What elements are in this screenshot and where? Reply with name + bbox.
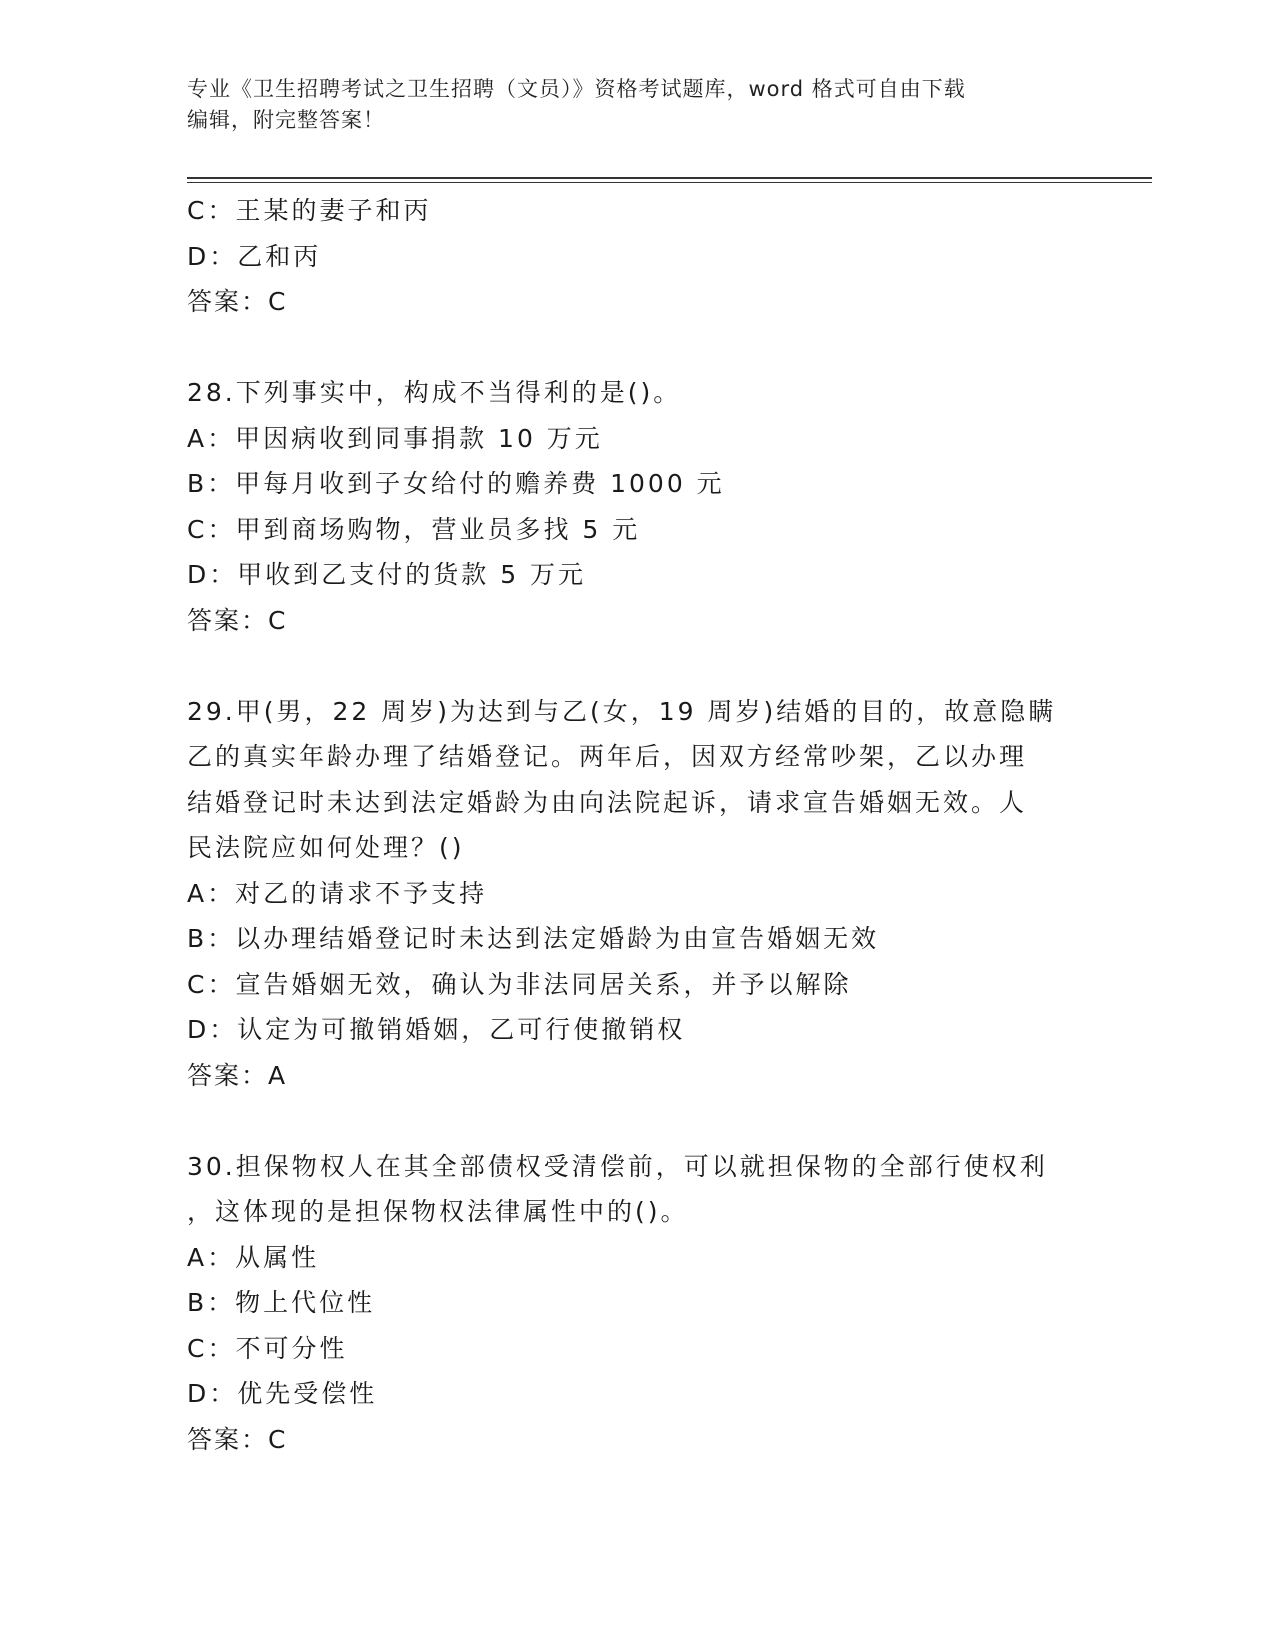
spacer (187, 325, 1087, 371)
option-b: B：以办理结婚登记时未达到法定婚龄为由宣告婚姻无效 (187, 924, 880, 953)
spacer (187, 1098, 1087, 1144)
question-29 (187, 689, 1087, 1099)
header-line-2: 编辑，附完整答案！ (187, 108, 385, 132)
option-d: D：认定为可撤销婚姻，乙可行使撤销权 (187, 1015, 686, 1044)
answer-line: 答案：C (187, 605, 288, 635)
header-rule-thin (187, 182, 1152, 183)
question-27-tail (187, 188, 1087, 325)
question-28 (187, 370, 1087, 643)
spacer (187, 643, 1087, 689)
option-d: D：优先受偿性 (187, 1379, 378, 1408)
document-header (187, 74, 1067, 136)
answer-line: 答案：C (187, 287, 288, 316)
question-stem: 28.下列事实中，构成不当得利的是()。 (187, 378, 682, 407)
option-a: A：甲因病收到同事捐款 10 万元 (187, 423, 603, 453)
option-a: A：从属性 (187, 1242, 320, 1272)
question-stem-line: 结婚登记时未达到法定婚龄为由向法院起诉，请求宣告婚姻无效。人 (187, 787, 1028, 817)
option-c: C：甲到商场购物，营业员多找 5 元 (187, 514, 641, 544)
answer-line: 答案：C (187, 1424, 288, 1454)
question-stem-line: 乙的真实年龄办理了结婚登记。两年后，因双方经常吵架，乙以办理 (187, 742, 1028, 771)
question-30 (187, 1144, 1087, 1463)
question-stem-line: 30.担保物权人在其全部债权受清偿前，可以就担保物的全部行使权利 (187, 1151, 1048, 1181)
question-stem-line: 民法院应如何处理？() (187, 833, 465, 862)
question-stem-line: 29.甲(男，22 周岁)为达到与乙(女，19 周岁)结婚的目的，故意隐瞒 (187, 696, 1057, 726)
header-rule-thick (187, 177, 1152, 179)
option-c: C：王某的妻子和丙 (187, 196, 432, 225)
option-b: B：甲每月收到子女给付的赡养费 1000 元 (187, 469, 725, 498)
option-c: C：宣告婚姻无效，确认为非法同居关系，并予以解除 (187, 969, 852, 999)
question-stem-line: ，这体现的是担保物权法律属性中的()。 (187, 1197, 689, 1226)
answer-line: 答案：A (187, 1060, 288, 1090)
option-b: B：物上代位性 (187, 1288, 376, 1317)
header-line-1: 专业《卫生招聘考试之卫生招聘（文员）》资格考试题库，word 格式可自由下载 (187, 77, 966, 101)
question-list (187, 188, 1087, 1462)
option-c: C：不可分性 (187, 1333, 348, 1363)
option-d: D：甲收到乙支付的货款 5 万元 (187, 560, 587, 589)
option-a: A：对乙的请求不予支持 (187, 878, 488, 908)
option-d: D：乙和丙 (187, 241, 322, 271)
